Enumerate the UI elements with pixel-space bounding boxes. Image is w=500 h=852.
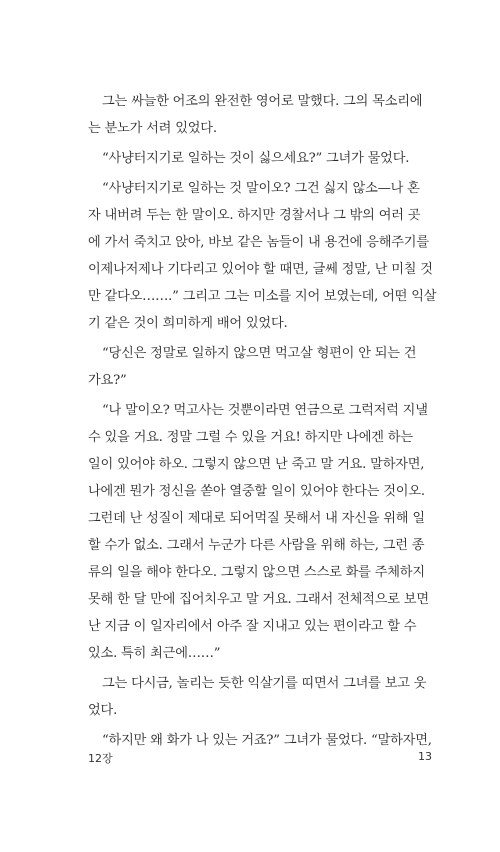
text-line: 자 내버려 두는 한 말이오. 하지만 경찰서나 그 밖의 여러 곳 [88,208,421,223]
paragraph [88,670,434,724]
text-line: 할 수가 없소. 그래서 누군가 다른 사람을 위해 하는, 그런 종 [88,538,425,553]
paragraph [88,397,434,667]
paragraph [88,145,434,172]
text-line: 에 가서 죽치고 앉아, 바보 같은 놈들이 내 용건에 응해주기를 [88,235,429,250]
paragraph [88,88,434,142]
text-line: “사냥터지기로 일하는 것이 싫으세요?” 그녀가 물었다. [102,151,410,166]
text-line: 못해 한 달 만에 집어치우고 말 거요. 그래서 전체적으로 보면 [88,592,429,607]
text-line: “당신은 정말로 일하지 않으면 먹고살 형편이 안 되는 건 [102,346,417,361]
text-line: 그는 싸늘한 어조의 완전한 영어로 말했다. 그의 목소리에 [102,94,423,109]
text-line: “하지만 왜 화가 나 있는 거죠?” 그녀가 물었다. “말하자면, [102,733,432,748]
text-line: 기 같은 것이 희미하게 배어 있었다. [88,316,288,331]
text-line: 난 지금 이 일자리에서 아주 잘 지내고 있는 편이라고 할 수 [88,619,417,634]
text-line: 었다. [88,703,118,718]
text-line: 는 분노가 서려 있었다. [88,121,217,136]
chapter-label: 12장 [88,752,113,765]
paragraph [88,727,434,754]
paragraph [88,340,434,394]
text-line: 일이 있어야 하오. 그렇지 않으면 난 죽고 말 거요. 말하자면, [88,457,425,472]
paragraph [88,175,437,337]
text-line: 나에겐 뭔가 정신을 쏟아 열중할 일이 있어야 한다는 것이오. [88,484,425,499]
text-line: 이제나저제나 기다리고 있어야 할 때면, 글쎄 정말, 난 미칠 것 [88,262,433,277]
text-line: 류의 일을 해야 한다오. 그렇지 않으면 스스로 화를 주체하지 [88,565,425,580]
body-text [88,88,437,757]
text-line: 그런데 난 성질이 제대로 되어먹질 못해서 내 자신을 위해 일 [88,511,425,526]
text-line: “사냥터지기로 일하는 것 말이오? 그건 싫지 않소—나 혼 [102,181,420,196]
text-line: 있소. 특히 최근에……” [88,646,221,661]
text-line: “나 말이오? 먹고사는 것뿐이라면 연금으로 그럭저럭 지낼 [102,403,428,418]
text-line: 수 있을 거요. 정말 그럴 수 있을 거요! 하지만 나에겐 하는 [88,430,413,445]
text-line: 그는 다시금, 놀리는 듯한 익살기를 띠면서 그녀를 보고 웃 [102,676,427,691]
text-line: 만 같다오…….” 그리고 그는 미소를 지어 보였는데, 어떤 익살 [88,289,437,304]
text-line: 가요?” [88,373,127,388]
page-number: 13 [418,750,432,763]
